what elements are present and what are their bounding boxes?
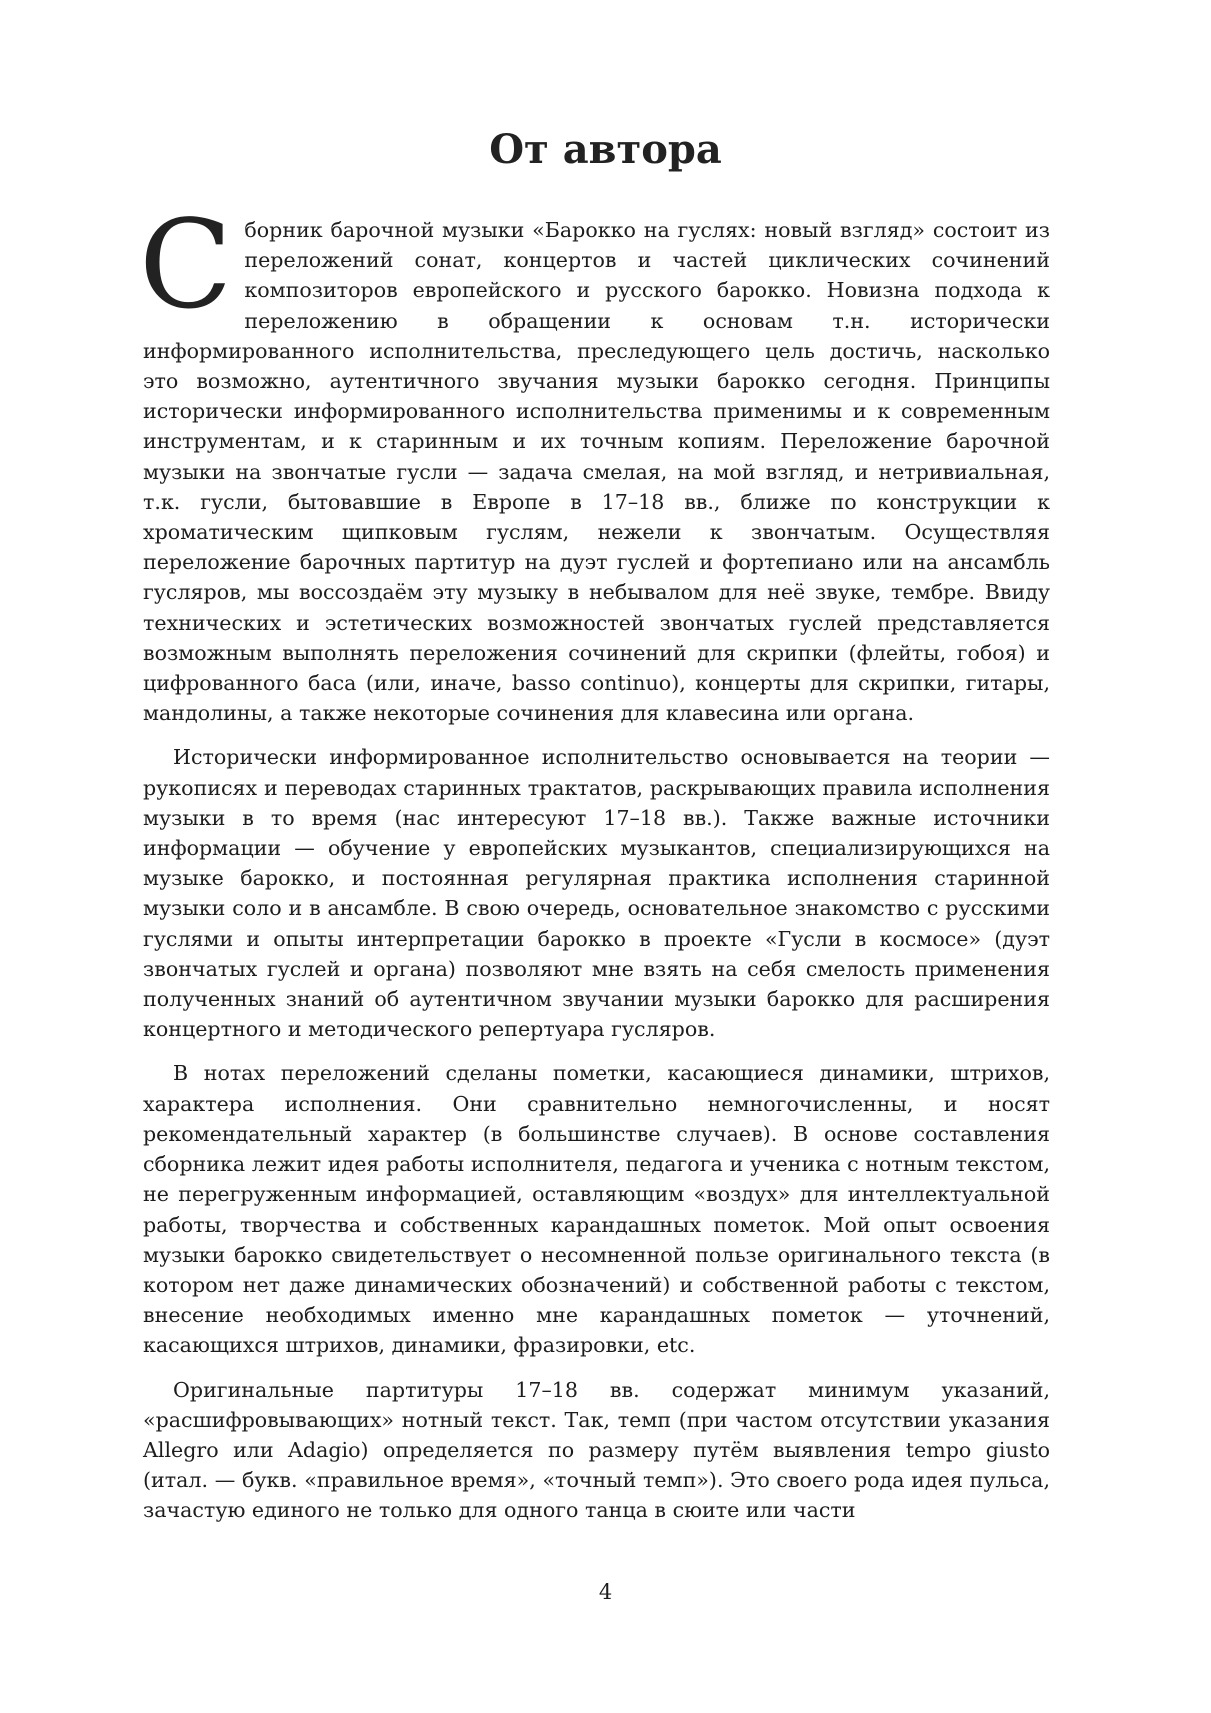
paragraph-4: Оригинальные партитуры 17–18 вв. содержат минимум указаний, «расшифровывающих» нотный текст. Так, темп (при частом отсутствии указания Allegro или Adagio) определяется по размеру путём выявления tempo giusto (итал. — букв. «правильное время», «точный темп»). Это своего рода идея пульса, зачастую единого не только для одного танца в сюите или части: [143, 1377, 1050, 1523]
paragraph-2: Исторически информированное исполнительство основывается на теории — рукописях и переводах старинных трактатов, раскрывающих правила исполнения музыки в то время (нас интересуют 17–18 вв.). Также важные источники информации — обучение у европейских музыкантов, специализирующихся на музыке барокко, и постоянная регулярная практика исполнения старинной музыки соло и в ансамбле. В свою очередь, основательное знакомство с русскими гуслями и опыты интерпретации барокко в проекте «Гусли в космосе» (дуэт звончатых гуслей и органа) позволяют мне взять на себя смелость применения полученных знаний об аутентичном звучании музыки барокко для расширения концертного и методического репертуара гусляров.: [143, 745, 1050, 1042]
paragraph-3: В нотах переложений сделаны пометки, касающиеся динамики, штрихов, характера исполнения. Они сравнительно немногочисленны, и носят рекомендательный характер (в большинстве случаев). В основе составления сборника лежит идея работы исполнителя, педагога и ученика с нотным текстом, не перегруженным информацией, оставляющим «воздух» для интеллектуальной работы, творчества и собственных карандашных пометок. Мой опыт освоения музыки барокко свидетельствует о несомненной пользе оригинального текста (в котором нет даже динамических обозначений) и собственной работы с текстом, внесение необходимых именно мне карандашных пометок — уточнений, касающихся штрихов, динамики, фразировки, etc.: [143, 1061, 1050, 1358]
drop-cap: С: [139, 194, 233, 336]
paragraph-1: [139, 194, 1050, 728]
page-number: 4: [598, 1580, 613, 1604]
body-text: [139, 194, 1050, 1540]
page-title: От автора: [489, 126, 722, 173]
paragraph-1-text: борник барочной музыки «Барокко на гуслях: новый взгляд» состоит из переложений сонат, концертов и частей циклических сочинений композиторов европейского и русского барокко. Новизна подхода к переложению в обращении к основам т.н. исторически информированного исполнительства, преследующего цель достичь, насколько это возможно, аутентичного звучания музыки барокко сегодня. Принципы исторически информированного исполнительства применимы и к современным инструментам, и к старинным и их точным копиям. Переложение барочной музыки на звончатые гусли — задача смелая, на мой взгляд, и нетривиальная, т.к. гусли, бытовавшие в Европе в 17–18 вв., ближе по конструкции к хроматическим щипковым гуслям, нежели к звончатым. Осуществляя переложение барочных партитур на дуэт гуслей и фортепиано или на ансамбль гусляров, мы воссоздаём эту музыку в небывалом для неё звуке, тембре. Ввиду технических и эстетических возможностей звончатых гуслей представляется возможным выполнять переложения сочинений для скрипки (флейты, гобоя) и цифрованного баса (или, иначе, basso continuo), концерты для скрипки, гитары, мандолины, а также некоторые сочинения для клавесина или органа.: [143, 218, 1050, 726]
